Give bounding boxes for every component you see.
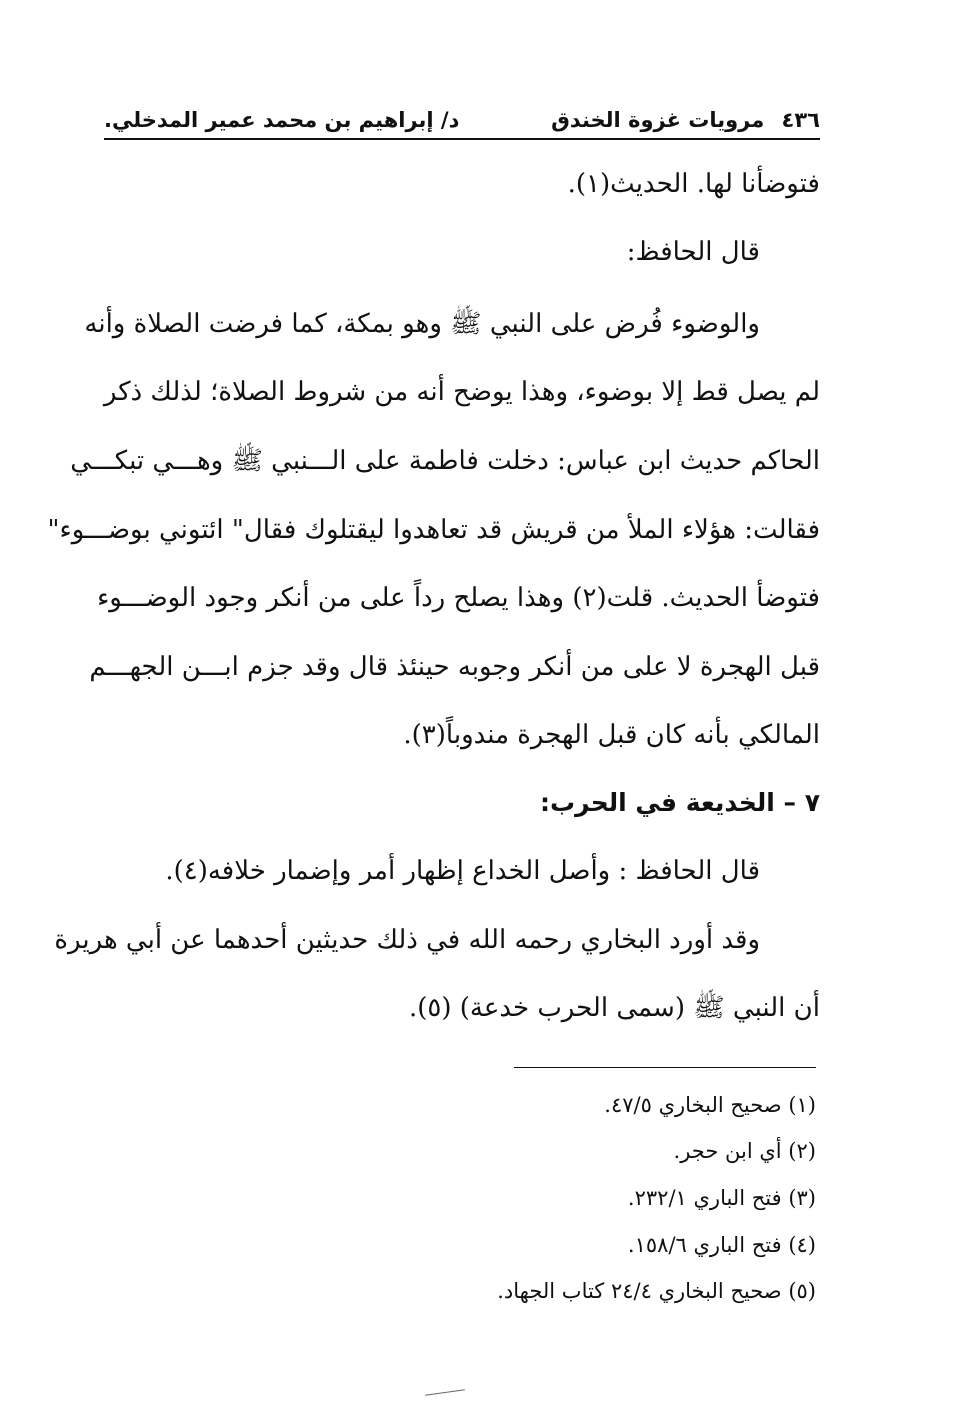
body-line-12: وقد أورد البخاري رحمه الله في ذلك حديثين أحدهما عن أبي هريرة [54,925,760,955]
footnote-2: (٢) أي ابن حجر. [673,1139,816,1163]
footnote-rule [514,1067,816,1068]
body-line-6: فقالت: هؤلاء الملأ من قريش قد تعاهدوا ليقتلوك فقال" ائتوني بوضـــوء" [47,515,820,545]
body-line-1: فتوضأنا لها. الحديث(١). [567,169,820,199]
scan-mark [425,1389,465,1396]
running-header [104,108,820,138]
body-line-13: أن النبي ﷺ (سمى الحرب خدعة) (٥). [408,993,820,1023]
footnote-3: (٣) فتح الباري ٢٣٢/١. [627,1186,816,1210]
body-line-11: قال الحافظ : وأصل الخداع إظهار أمر وإضمار خلافه(٤). [165,856,760,886]
body-line-7: فتوضأ الحديث. قلت(٢) وهذا يصلح رداً على من أنكر وجود الوضـــوء [97,583,820,613]
footnote-5: (٥) صحيح البخاري ٢٤/٤ كتاب الجهاد. [497,1279,816,1303]
body-line-5: الحاكم حديث ابن عباس: دخلت فاطمة على الـــنبي ﷺ وهـــي تبكـــي [70,446,820,476]
header-right-group [551,108,820,132]
body-line-4: لم يصل قط إلا بوضوء، وهذا يوضح أنه من شروط الصلاة؛ لذلك ذكر [103,377,820,407]
book-title: مرويات غزوة الخندق [551,108,765,132]
footnote-1: (١) صحيح البخاري ٤٧/٥. [604,1093,816,1117]
author-name: د/ إبراهيم بن محمد عمير المدخلي. [104,108,460,132]
body-line-9: المالكي بأنه كان قبل الهجرة مندوباً(٣). [403,720,820,750]
body-line-8: قبل الهجرة لا على من أنكر وجوبه حينئذ قال وقد جزم ابـــن الجهـــم [89,652,820,682]
footnote-4: (٤) فتح الباري ١٥٨/٦. [627,1233,816,1257]
section-heading: ٧ – الخديعة في الحرب: [540,788,820,817]
header-rule [104,138,820,140]
body-line-3: والوضوء فُرض على النبي ﷺ وهو بمكة، كما فرضت الصلاة وأنه [84,309,760,339]
page-number: ٤٣٦ [781,108,820,132]
body-line-2: قال الحافظ: [626,237,760,267]
